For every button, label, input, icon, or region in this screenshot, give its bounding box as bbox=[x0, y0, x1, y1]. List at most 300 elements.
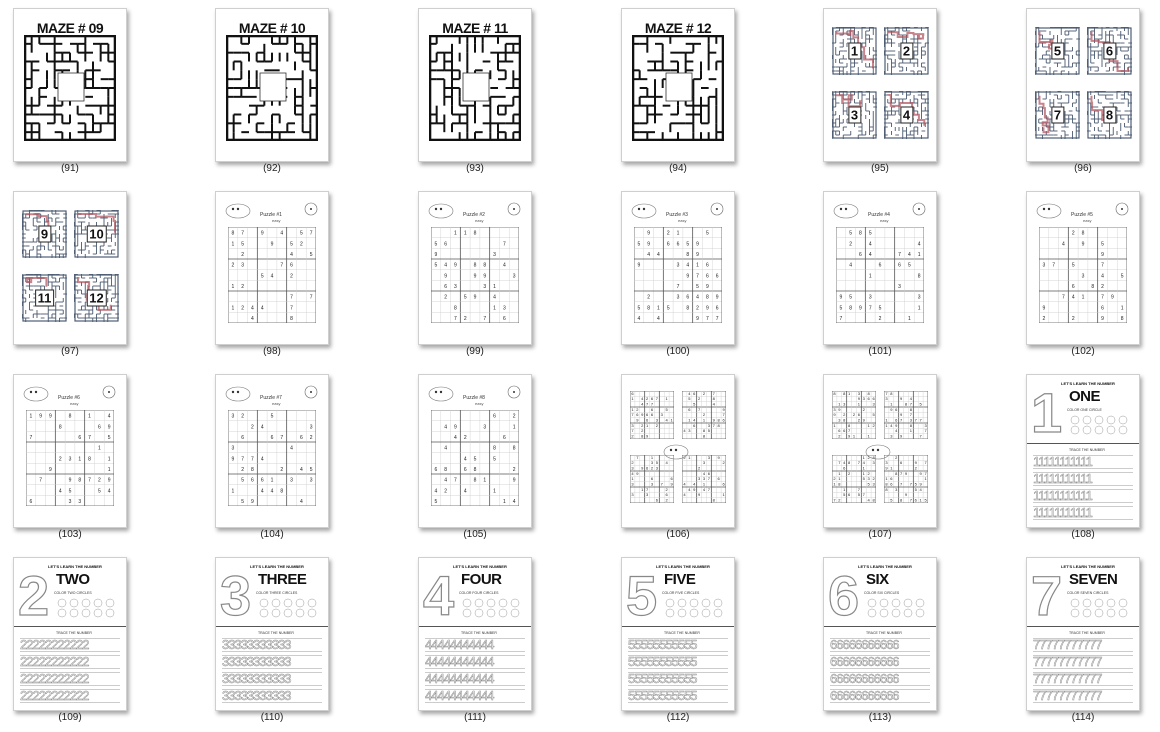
svg-text:9: 9 bbox=[705, 305, 709, 312]
svg-text:3: 3 bbox=[660, 412, 663, 418]
thumbnail-item[interactable] bbox=[202, 366, 402, 548]
svg-text:6: 6 bbox=[688, 406, 691, 412]
svg-text:4: 4 bbox=[919, 486, 922, 492]
svg-text:3: 3 bbox=[631, 465, 634, 471]
svg-text:3: 3 bbox=[924, 422, 927, 428]
svg-text:4: 4 bbox=[260, 488, 264, 495]
cartoon-animal-illustration bbox=[427, 383, 455, 403]
number-heading: LET'S LEARN THE NUMBER bbox=[858, 564, 912, 569]
svg-text:9: 9 bbox=[637, 262, 641, 269]
page-preview[interactable] bbox=[215, 557, 329, 711]
page-preview[interactable] bbox=[823, 557, 937, 711]
svg-text:8: 8 bbox=[454, 305, 457, 312]
svg-text:1: 1 bbox=[1120, 305, 1124, 312]
thumbnail-item[interactable] bbox=[810, 183, 1010, 365]
divider bbox=[419, 626, 531, 627]
svg-text:3: 3 bbox=[309, 424, 313, 431]
svg-text:3: 3 bbox=[512, 273, 516, 280]
svg-text:1: 1 bbox=[502, 499, 506, 506]
svg-text:7: 7 bbox=[715, 316, 719, 323]
page-preview[interactable] bbox=[418, 374, 532, 528]
page-preview[interactable] bbox=[621, 374, 735, 528]
svg-text:2: 2 bbox=[1042, 316, 1046, 323]
trace-rows bbox=[1033, 455, 1133, 519]
svg-text:2: 2 bbox=[631, 460, 634, 466]
maze-number-label: 4 bbox=[900, 107, 913, 124]
svg-text:2: 2 bbox=[666, 230, 670, 237]
svg-text:9: 9 bbox=[899, 412, 903, 418]
svg-text:6: 6 bbox=[97, 424, 101, 431]
svg-text:9: 9 bbox=[270, 241, 274, 248]
svg-text:7: 7 bbox=[290, 294, 293, 301]
svg-text:6: 6 bbox=[444, 241, 448, 248]
svg-text:2: 2 bbox=[722, 460, 725, 466]
svg-text:9: 9 bbox=[1042, 305, 1046, 312]
svg-text:1: 1 bbox=[231, 284, 235, 291]
svg-text:4: 4 bbox=[107, 488, 111, 495]
svg-text:6: 6 bbox=[705, 273, 709, 280]
svg-text:4: 4 bbox=[693, 481, 696, 487]
thumbnail-caption: (95) bbox=[871, 163, 889, 174]
color-instruction: COLOR FIVE CIRCLES bbox=[662, 591, 700, 595]
thumbnail-item[interactable] bbox=[0, 183, 200, 365]
trace-row: 55555555555 bbox=[628, 672, 728, 686]
maze-number-label: 5 bbox=[1051, 43, 1064, 60]
thumbnail-item[interactable] bbox=[0, 549, 200, 731]
page-preview[interactable] bbox=[823, 374, 937, 528]
big-outline-digit: 6 bbox=[828, 564, 860, 627]
number-heading: LET'S LEARN THE NUMBER bbox=[1061, 564, 1115, 569]
svg-text:5: 5 bbox=[862, 476, 865, 482]
svg-text:6: 6 bbox=[670, 476, 673, 482]
svg-text:7: 7 bbox=[697, 406, 701, 412]
svg-text:1: 1 bbox=[493, 488, 496, 495]
trace-row: 55555555555 bbox=[628, 638, 728, 652]
sudoku-solution-grid bbox=[630, 455, 674, 503]
svg-text:7: 7 bbox=[645, 486, 649, 492]
svg-text:2: 2 bbox=[241, 413, 245, 420]
svg-text:3: 3 bbox=[1042, 262, 1046, 269]
svg-text:1: 1 bbox=[917, 252, 921, 259]
svg-text:2: 2 bbox=[696, 305, 699, 312]
svg-text:8: 8 bbox=[702, 433, 706, 439]
puzzle-title: Puzzle #6 bbox=[58, 395, 80, 401]
puzzle-difficulty: easy bbox=[272, 218, 281, 223]
svg-text:4: 4 bbox=[895, 428, 898, 434]
thumbnail-item[interactable] bbox=[202, 549, 402, 731]
cartoon-face-icon bbox=[304, 202, 318, 216]
svg-text:3: 3 bbox=[895, 486, 898, 492]
svg-text:6: 6 bbox=[260, 477, 264, 484]
trace-row: 44444444444 bbox=[425, 638, 525, 652]
big-outline-digit: 7 bbox=[1031, 564, 1063, 627]
sudoku-solution-grid bbox=[884, 455, 928, 503]
svg-text:4: 4 bbox=[107, 413, 111, 420]
svg-text:1: 1 bbox=[917, 305, 921, 312]
svg-text:5: 5 bbox=[867, 481, 870, 487]
svg-text:3: 3 bbox=[838, 417, 841, 423]
thumbnail-item[interactable] bbox=[1013, 183, 1160, 365]
svg-text:8: 8 bbox=[843, 417, 846, 423]
svg-text:8: 8 bbox=[872, 455, 875, 460]
svg-text:9: 9 bbox=[636, 470, 639, 476]
color-instruction: COLOR ONE CIRCLE bbox=[1067, 408, 1102, 412]
color-instruction: COLOR FOUR CIRCLES bbox=[459, 591, 499, 595]
svg-text:1: 1 bbox=[270, 477, 274, 484]
svg-text:3: 3 bbox=[917, 294, 921, 301]
svg-text:2: 2 bbox=[463, 316, 467, 323]
svg-text:7: 7 bbox=[39, 477, 43, 484]
page-preview[interactable] bbox=[621, 8, 735, 162]
svg-text:1: 1 bbox=[493, 284, 496, 291]
svg-text:9: 9 bbox=[1110, 294, 1114, 301]
svg-text:9: 9 bbox=[847, 433, 851, 439]
svg-text:4: 4 bbox=[444, 424, 448, 431]
solution-maze bbox=[832, 91, 877, 139]
svg-text:2: 2 bbox=[1071, 316, 1075, 323]
svg-text:4: 4 bbox=[502, 262, 506, 269]
svg-text:1: 1 bbox=[107, 467, 111, 474]
maze-drawing bbox=[429, 35, 521, 141]
maze-title: MAZE # 12 bbox=[644, 20, 712, 36]
svg-text:9: 9 bbox=[434, 252, 438, 259]
trace-row: 44444444444 bbox=[425, 655, 525, 669]
svg-text:1: 1 bbox=[665, 396, 668, 402]
page-preview[interactable] bbox=[823, 8, 937, 162]
svg-text:3: 3 bbox=[68, 456, 72, 463]
svg-text:1: 1 bbox=[454, 230, 457, 237]
svg-text:4: 4 bbox=[280, 230, 284, 237]
thumbnail-item[interactable] bbox=[810, 366, 1010, 548]
svg-text:9: 9 bbox=[231, 456, 235, 463]
svg-text:1: 1 bbox=[885, 476, 888, 482]
svg-text:7: 7 bbox=[914, 417, 917, 423]
svg-text:6: 6 bbox=[899, 460, 903, 466]
svg-text:6: 6 bbox=[707, 470, 711, 476]
svg-text:7: 7 bbox=[899, 481, 903, 487]
svg-text:8: 8 bbox=[890, 391, 893, 396]
svg-text:7: 7 bbox=[631, 428, 634, 434]
svg-text:3: 3 bbox=[68, 499, 72, 506]
svg-text:2: 2 bbox=[251, 424, 254, 431]
svg-text:4: 4 bbox=[890, 422, 893, 428]
svg-text:6: 6 bbox=[650, 406, 654, 412]
cartoon-animal-illustration bbox=[630, 200, 658, 220]
svg-text:8: 8 bbox=[686, 305, 690, 312]
svg-text:3: 3 bbox=[631, 492, 634, 498]
page-preview[interactable] bbox=[823, 191, 937, 345]
page-preview[interactable] bbox=[1026, 374, 1140, 528]
svg-text:2: 2 bbox=[512, 413, 516, 420]
puzzle-title: Puzzle #2 bbox=[463, 212, 485, 218]
thumbnail-item[interactable] bbox=[0, 0, 200, 182]
sudoku-grid bbox=[431, 410, 519, 506]
svg-text:7: 7 bbox=[88, 435, 91, 442]
thumbnail-item[interactable] bbox=[0, 366, 200, 548]
svg-text:6: 6 bbox=[693, 422, 696, 428]
svg-text:2: 2 bbox=[665, 497, 668, 503]
svg-text:3: 3 bbox=[676, 262, 680, 269]
svg-text:5: 5 bbox=[97, 488, 101, 495]
svg-text:6: 6 bbox=[722, 417, 725, 423]
svg-text:8: 8 bbox=[847, 460, 851, 466]
number-word: ONE bbox=[1069, 388, 1101, 405]
svg-text:8: 8 bbox=[909, 422, 913, 428]
maze-number-label: 1 bbox=[848, 43, 861, 60]
maze-number-label: 9 bbox=[38, 226, 51, 243]
puzzle-title: Puzzle #3 bbox=[666, 212, 688, 218]
svg-text:7: 7 bbox=[909, 481, 913, 487]
svg-text:1: 1 bbox=[688, 455, 691, 460]
svg-text:5: 5 bbox=[924, 497, 927, 503]
svg-text:1: 1 bbox=[493, 305, 496, 312]
page-preview[interactable] bbox=[1026, 191, 1140, 345]
maze-number-label: 11 bbox=[35, 290, 55, 307]
svg-text:7: 7 bbox=[280, 262, 284, 269]
svg-text:6: 6 bbox=[251, 477, 254, 484]
svg-text:3: 3 bbox=[885, 460, 888, 466]
svg-text:9: 9 bbox=[885, 465, 888, 471]
page-preview[interactable] bbox=[621, 557, 735, 711]
svg-text:2: 2 bbox=[838, 497, 841, 503]
svg-text:3: 3 bbox=[872, 481, 875, 487]
svg-text:2: 2 bbox=[872, 476, 875, 482]
thumbnail-caption: (97) bbox=[61, 346, 79, 357]
svg-text:4: 4 bbox=[657, 252, 660, 259]
page-preview[interactable] bbox=[215, 191, 329, 345]
svg-text:3: 3 bbox=[454, 284, 457, 291]
number-word: FIVE bbox=[664, 571, 696, 588]
maze-drawing bbox=[24, 35, 116, 141]
thumbnail-item[interactable] bbox=[608, 366, 808, 548]
trace-label: TRACE THE NUMBER bbox=[258, 631, 294, 635]
svg-text:9: 9 bbox=[904, 470, 908, 476]
page-preview[interactable] bbox=[215, 8, 329, 162]
number-word: SIX bbox=[866, 571, 889, 588]
svg-text:2: 2 bbox=[665, 486, 668, 492]
svg-text:4: 4 bbox=[867, 497, 870, 503]
svg-text:1: 1 bbox=[919, 497, 922, 503]
page-preview[interactable] bbox=[13, 8, 127, 162]
svg-text:3: 3 bbox=[483, 424, 487, 431]
svg-text:5: 5 bbox=[1071, 262, 1075, 269]
svg-text:7: 7 bbox=[280, 435, 284, 442]
thumbnail-item[interactable] bbox=[405, 366, 605, 548]
svg-text:4: 4 bbox=[493, 294, 496, 301]
svg-text:3: 3 bbox=[645, 492, 649, 498]
svg-text:1: 1 bbox=[696, 262, 699, 269]
thumbnail-item[interactable] bbox=[810, 0, 1010, 182]
svg-text:8: 8 bbox=[849, 305, 853, 312]
svg-text:3: 3 bbox=[241, 262, 245, 269]
svg-text:4: 4 bbox=[454, 435, 457, 442]
svg-text:5: 5 bbox=[68, 488, 72, 495]
thumbnail-item[interactable] bbox=[405, 183, 605, 365]
cartoon-face-icon bbox=[710, 202, 724, 216]
thumbnail-item[interactable] bbox=[202, 0, 402, 182]
svg-text:1: 1 bbox=[885, 417, 888, 423]
svg-text:2: 2 bbox=[849, 241, 853, 248]
svg-text:9: 9 bbox=[705, 284, 709, 291]
svg-text:2: 2 bbox=[641, 428, 644, 434]
page-preview[interactable] bbox=[215, 374, 329, 528]
trace-row: 22222222222 bbox=[20, 655, 120, 669]
svg-text:3: 3 bbox=[650, 460, 654, 466]
svg-text:4: 4 bbox=[444, 477, 448, 484]
cartoon-face-icon bbox=[102, 385, 116, 399]
solution-maze bbox=[884, 91, 929, 139]
svg-text:9: 9 bbox=[722, 406, 725, 412]
color-instruction: COLOR SIX CIRCLES bbox=[864, 591, 900, 595]
svg-text:7: 7 bbox=[483, 316, 487, 323]
svg-text:1: 1 bbox=[843, 486, 846, 492]
svg-text:8: 8 bbox=[1120, 316, 1124, 323]
svg-text:9: 9 bbox=[647, 230, 651, 237]
svg-text:5: 5 bbox=[1101, 241, 1104, 248]
maze-title: MAZE # 10 bbox=[238, 20, 306, 36]
svg-text:1: 1 bbox=[847, 391, 851, 396]
svg-text:2: 2 bbox=[241, 305, 245, 312]
svg-text:7: 7 bbox=[1101, 262, 1104, 269]
page-preview[interactable] bbox=[621, 191, 735, 345]
trace-label: TRACE THE NUMBER bbox=[56, 631, 92, 635]
thumbnail-item[interactable] bbox=[405, 549, 605, 731]
svg-text:7: 7 bbox=[833, 497, 836, 503]
svg-text:2: 2 bbox=[867, 470, 870, 476]
page-preview[interactable] bbox=[418, 557, 532, 711]
svg-text:5: 5 bbox=[637, 241, 641, 248]
page-preview[interactable] bbox=[13, 191, 127, 345]
svg-text:1: 1 bbox=[702, 481, 706, 487]
svg-text:2: 2 bbox=[655, 422, 659, 428]
page-preview[interactable] bbox=[1026, 557, 1140, 711]
svg-text:6: 6 bbox=[650, 396, 654, 402]
svg-text:9: 9 bbox=[895, 422, 898, 428]
thumbnail-item[interactable] bbox=[810, 549, 1010, 731]
maze-number-label: 8 bbox=[1103, 107, 1116, 124]
svg-text:9: 9 bbox=[107, 477, 111, 484]
thumbnail-item[interactable] bbox=[1013, 366, 1160, 548]
svg-text:3: 3 bbox=[78, 499, 82, 506]
svg-text:4: 4 bbox=[696, 294, 699, 301]
svg-text:5: 5 bbox=[107, 435, 111, 442]
svg-text:1: 1 bbox=[657, 305, 660, 312]
svg-text:8: 8 bbox=[493, 445, 496, 452]
big-outline-digit: 1 bbox=[1031, 381, 1063, 444]
svg-text:9: 9 bbox=[904, 492, 908, 498]
svg-text:4: 4 bbox=[260, 456, 264, 463]
svg-text:2: 2 bbox=[867, 455, 870, 460]
svg-text:1: 1 bbox=[483, 477, 487, 484]
page-preview[interactable] bbox=[13, 374, 127, 528]
svg-text:3: 3 bbox=[862, 396, 865, 402]
trace-row: 77777777777 bbox=[1033, 655, 1133, 669]
svg-text:3: 3 bbox=[885, 396, 888, 402]
svg-text:6: 6 bbox=[493, 413, 496, 420]
svg-text:6: 6 bbox=[898, 262, 901, 269]
thumbnail-item[interactable] bbox=[1013, 0, 1160, 182]
cartoon-animal-illustration bbox=[427, 200, 455, 220]
svg-text:6: 6 bbox=[843, 428, 846, 434]
sudoku-grid bbox=[431, 227, 519, 323]
number-heading: LET'S LEARN THE NUMBER bbox=[656, 564, 710, 569]
svg-text:7: 7 bbox=[885, 391, 888, 396]
trace-row: 11111111111 bbox=[1033, 472, 1133, 486]
solution-maze bbox=[74, 210, 119, 258]
svg-text:4: 4 bbox=[631, 470, 634, 476]
svg-text:3: 3 bbox=[650, 481, 654, 487]
svg-text:6: 6 bbox=[890, 481, 893, 487]
svg-text:5: 5 bbox=[878, 305, 882, 312]
svg-text:9: 9 bbox=[251, 499, 254, 506]
solution-maze bbox=[1035, 27, 1080, 75]
svg-text:9: 9 bbox=[636, 417, 639, 423]
page-preview[interactable] bbox=[418, 8, 532, 162]
thumbnail-item[interactable] bbox=[1013, 549, 1160, 731]
page-preview[interactable] bbox=[13, 557, 127, 711]
svg-text:7: 7 bbox=[1052, 262, 1056, 269]
number-heading: LET'S LEARN THE NUMBER bbox=[453, 564, 507, 569]
svg-text:5: 5 bbox=[693, 401, 696, 407]
svg-text:2: 2 bbox=[878, 316, 882, 323]
svg-text:2: 2 bbox=[650, 465, 654, 471]
puzzle-difficulty: easy bbox=[70, 401, 79, 406]
trace-row: 11111111111 bbox=[1033, 506, 1133, 520]
color-circles bbox=[664, 598, 724, 618]
svg-text:7: 7 bbox=[1062, 294, 1065, 301]
puzzle-title: Puzzle #7 bbox=[260, 395, 282, 401]
maze-number-label: 10 bbox=[86, 226, 106, 243]
svg-text:2: 2 bbox=[862, 406, 865, 412]
svg-text:5: 5 bbox=[309, 252, 313, 259]
svg-text:9: 9 bbox=[483, 273, 487, 280]
svg-text:6: 6 bbox=[705, 262, 709, 269]
svg-text:5: 5 bbox=[241, 241, 245, 248]
svg-text:7: 7 bbox=[676, 284, 680, 291]
svg-text:2: 2 bbox=[512, 467, 516, 474]
divider bbox=[1027, 443, 1139, 444]
svg-text:3: 3 bbox=[843, 401, 846, 407]
big-outline-digit: 4 bbox=[423, 564, 455, 627]
svg-text:8: 8 bbox=[833, 391, 836, 396]
thumbnail-caption: (106) bbox=[666, 529, 690, 540]
svg-text:9: 9 bbox=[49, 413, 52, 420]
svg-text:9: 9 bbox=[717, 455, 720, 460]
thumbnail-item[interactable] bbox=[405, 0, 605, 182]
svg-text:5: 5 bbox=[843, 492, 846, 498]
trace-row: 77777777777 bbox=[1033, 638, 1133, 652]
page-preview[interactable] bbox=[418, 191, 532, 345]
cartoon-animal-illustration bbox=[832, 200, 860, 220]
thumbnail-caption: (101) bbox=[868, 346, 892, 357]
svg-text:5: 5 bbox=[696, 284, 699, 291]
svg-text:9: 9 bbox=[641, 465, 644, 471]
thumbnail-item[interactable] bbox=[608, 183, 808, 365]
trace-label: TRACE THE NUMBER bbox=[1069, 631, 1105, 635]
svg-text:6: 6 bbox=[502, 435, 506, 442]
thumbnail-item[interactable] bbox=[608, 549, 808, 731]
trace-rows bbox=[222, 638, 322, 702]
thumbnail-item[interactable] bbox=[608, 0, 808, 182]
svg-text:3: 3 bbox=[1081, 273, 1085, 280]
maze-title: MAZE # 11 bbox=[442, 20, 508, 36]
svg-text:6: 6 bbox=[859, 252, 862, 259]
page-preview[interactable] bbox=[1026, 8, 1140, 162]
thumbnail-item[interactable] bbox=[202, 183, 402, 365]
svg-text:6: 6 bbox=[857, 412, 861, 418]
svg-text:1: 1 bbox=[722, 492, 725, 498]
svg-text:2: 2 bbox=[231, 262, 235, 269]
